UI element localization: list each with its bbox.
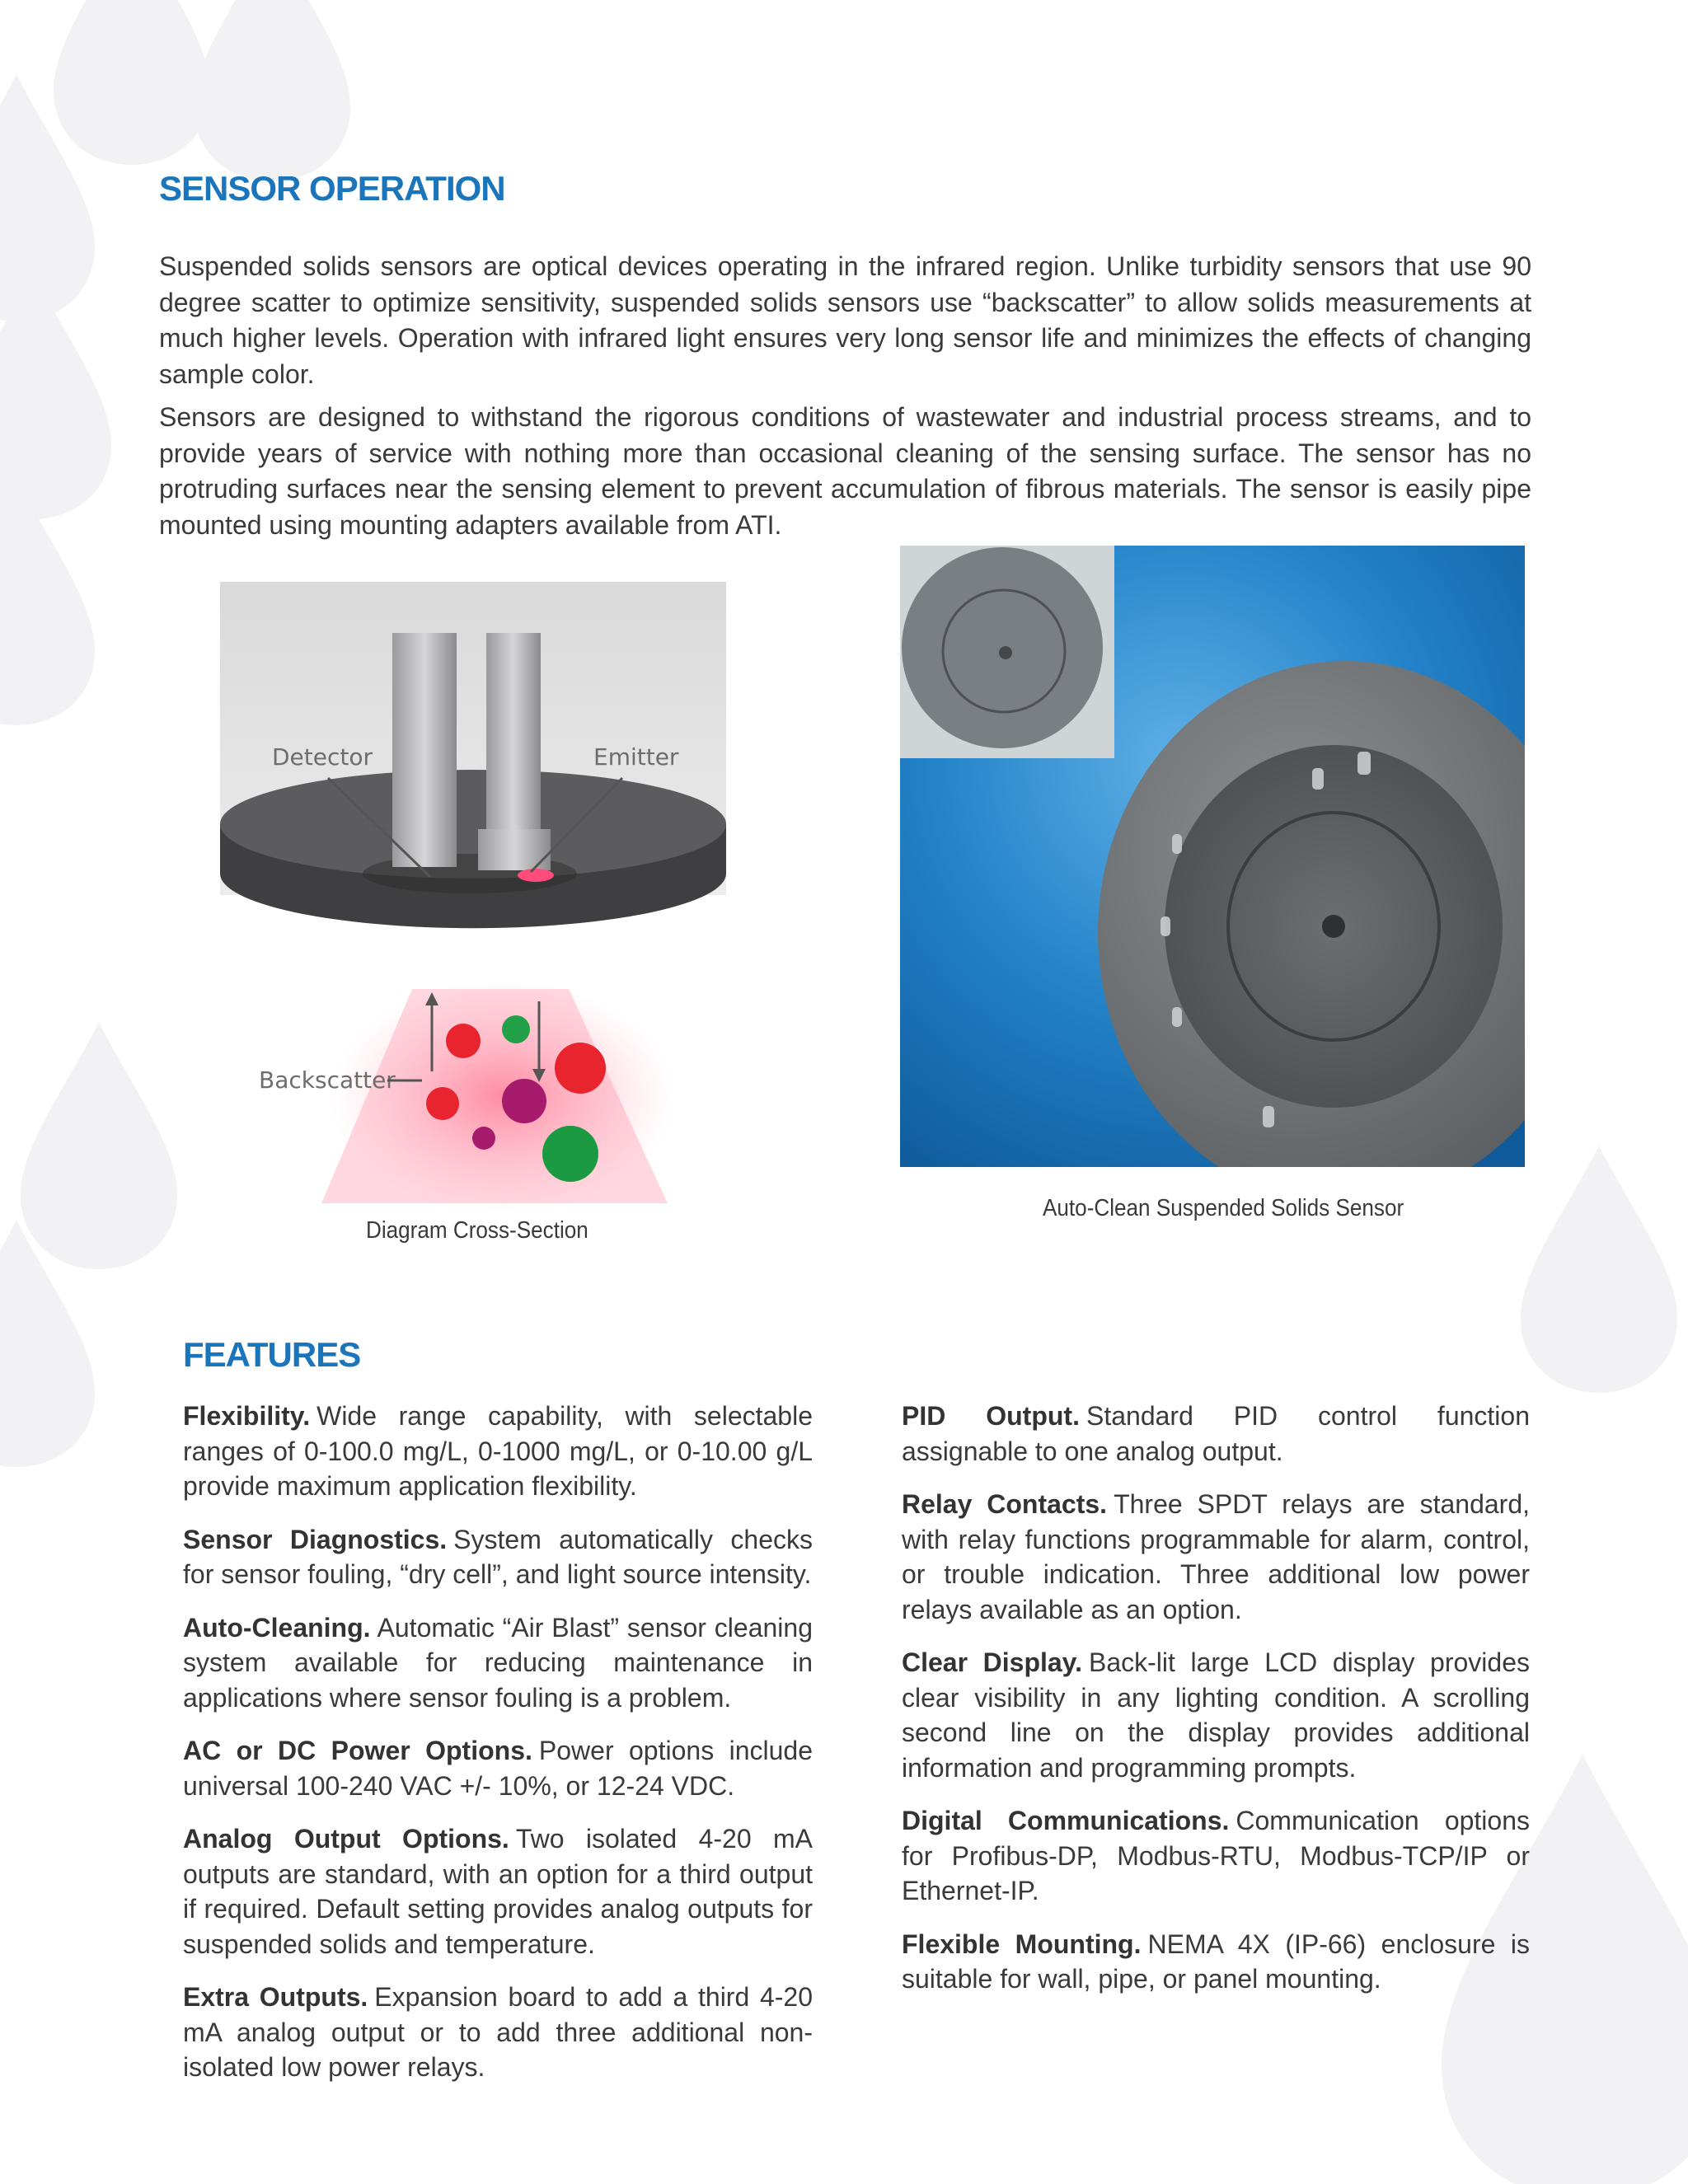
feature-digital-communications: Digital Communications. Communication options for Profibus-DP, Modbus-RTU, Modbus-TCP/IP or Ethernet-IP. (902, 1806, 1530, 1905)
feature-flexible-mounting: Flexible Mounting. NEMA 4X (IP-66) enclosure is suitable for wall, pipe, or panel mounting. (902, 1929, 1531, 1994)
feature-pid-output: PID Output. Standard PID control function assignable to one analog output. (902, 1401, 1531, 1466)
backscatter-label: Backscatter (259, 1066, 396, 1094)
cross-section-diagram (206, 577, 750, 1212)
diagram-caption: Diagram Cross-Section (366, 1217, 588, 1244)
emitter-light (518, 869, 554, 882)
sensor-center-window (1322, 915, 1345, 938)
feature-flexibility: Flexibility. Wide range capability, with selectable ranges of 0-100.0 mg/L, 0-1000 mg/L, or 0-10.00 g/L provide maximum application flexibility. (183, 1401, 813, 1501)
magenta-particle (472, 1127, 495, 1150)
emitter-tube (486, 633, 541, 831)
feature-relay-contacts: Relay Contacts. Three SPDT relays are standard, with relay functions programmable for alarm, control, or trouble indication. Three additional low power relays available as an option. (902, 1489, 1531, 1624)
magenta-particle (502, 1079, 546, 1123)
features-heading: FEATURES (183, 1335, 361, 1374)
detector-tube (392, 633, 457, 867)
feature-power-options: AC or DC Power Options. Power options include universal 100-240 VAC +/- 10%, or 12-24 VDC. (183, 1736, 814, 1801)
red-particle (446, 1024, 481, 1058)
green-particle (502, 1015, 530, 1043)
inset-sensor-center (999, 646, 1012, 659)
feature-sensor-diagnostics: Sensor Diagnostics. System automatically checks for sensor fouling, “dry cell”, and light source intensity. (183, 1524, 813, 1589)
red-particle (555, 1043, 606, 1094)
feature-analog-output-options: Analog Output Options. Two isolated 4-20 mA outputs are standard, with an option for a third output if required. Default setting provides analog outputs for suspended solids and temperature. (183, 1824, 814, 1959)
photo-caption: Auto-Clean Suspended Solids Sensor (1043, 1195, 1404, 1221)
red-particle (426, 1087, 459, 1120)
feature-auto-cleaning: Auto-Cleaning. Automatic “Air Blast” sensor cleaning system available for reducing maintenance in applications where sensor fouling is a problem. (183, 1612, 813, 1713)
sensor-operation-paragraph-2: Sensors are designed to withstand the rigorous conditions of wastewater and industrial process streams, and to provide years of service with nothing more than occasional cleaning of the sensing surface. The sensor has no protruding surfaces near the sensing element to prevent accumulation of fibrous materials. The sensor is easily pipe mounted using mounting adapters available from ATI. (159, 402, 1531, 540)
features-right-column (902, 1399, 1530, 2015)
sensor-photo (900, 546, 1525, 1167)
emitter-label: Emitter (593, 743, 679, 771)
features-left-column (183, 1399, 813, 2103)
green-particle (542, 1126, 598, 1182)
feature-clear-display: Clear Display. Back-lit large LCD display provides clear visibility in any lighting condition. A scrolling second line on the display provides additional information and programming prompts. (902, 1647, 1530, 1783)
sensor-operation-paragraph-1: Suspended solids sensors are optical devices operating in the infrared region. Unlike turbidity sensors that use 90 degree scatter to optimize sensitivity, suspended solids sensors use “backscatter” to allow solids measurements at much higher levels. Operation with infrared light ensures very long sensor life and minimizes the effects of changing sample color. (159, 251, 1531, 389)
sensor-operation-heading: SENSOR OPERATION (159, 169, 505, 208)
detector-label: Detector (272, 743, 373, 771)
feature-extra-outputs: Extra Outputs. Expansion board to add a third 4-20 mA analog output or to add three additional non-isolated low power relays. (183, 1982, 814, 2082)
